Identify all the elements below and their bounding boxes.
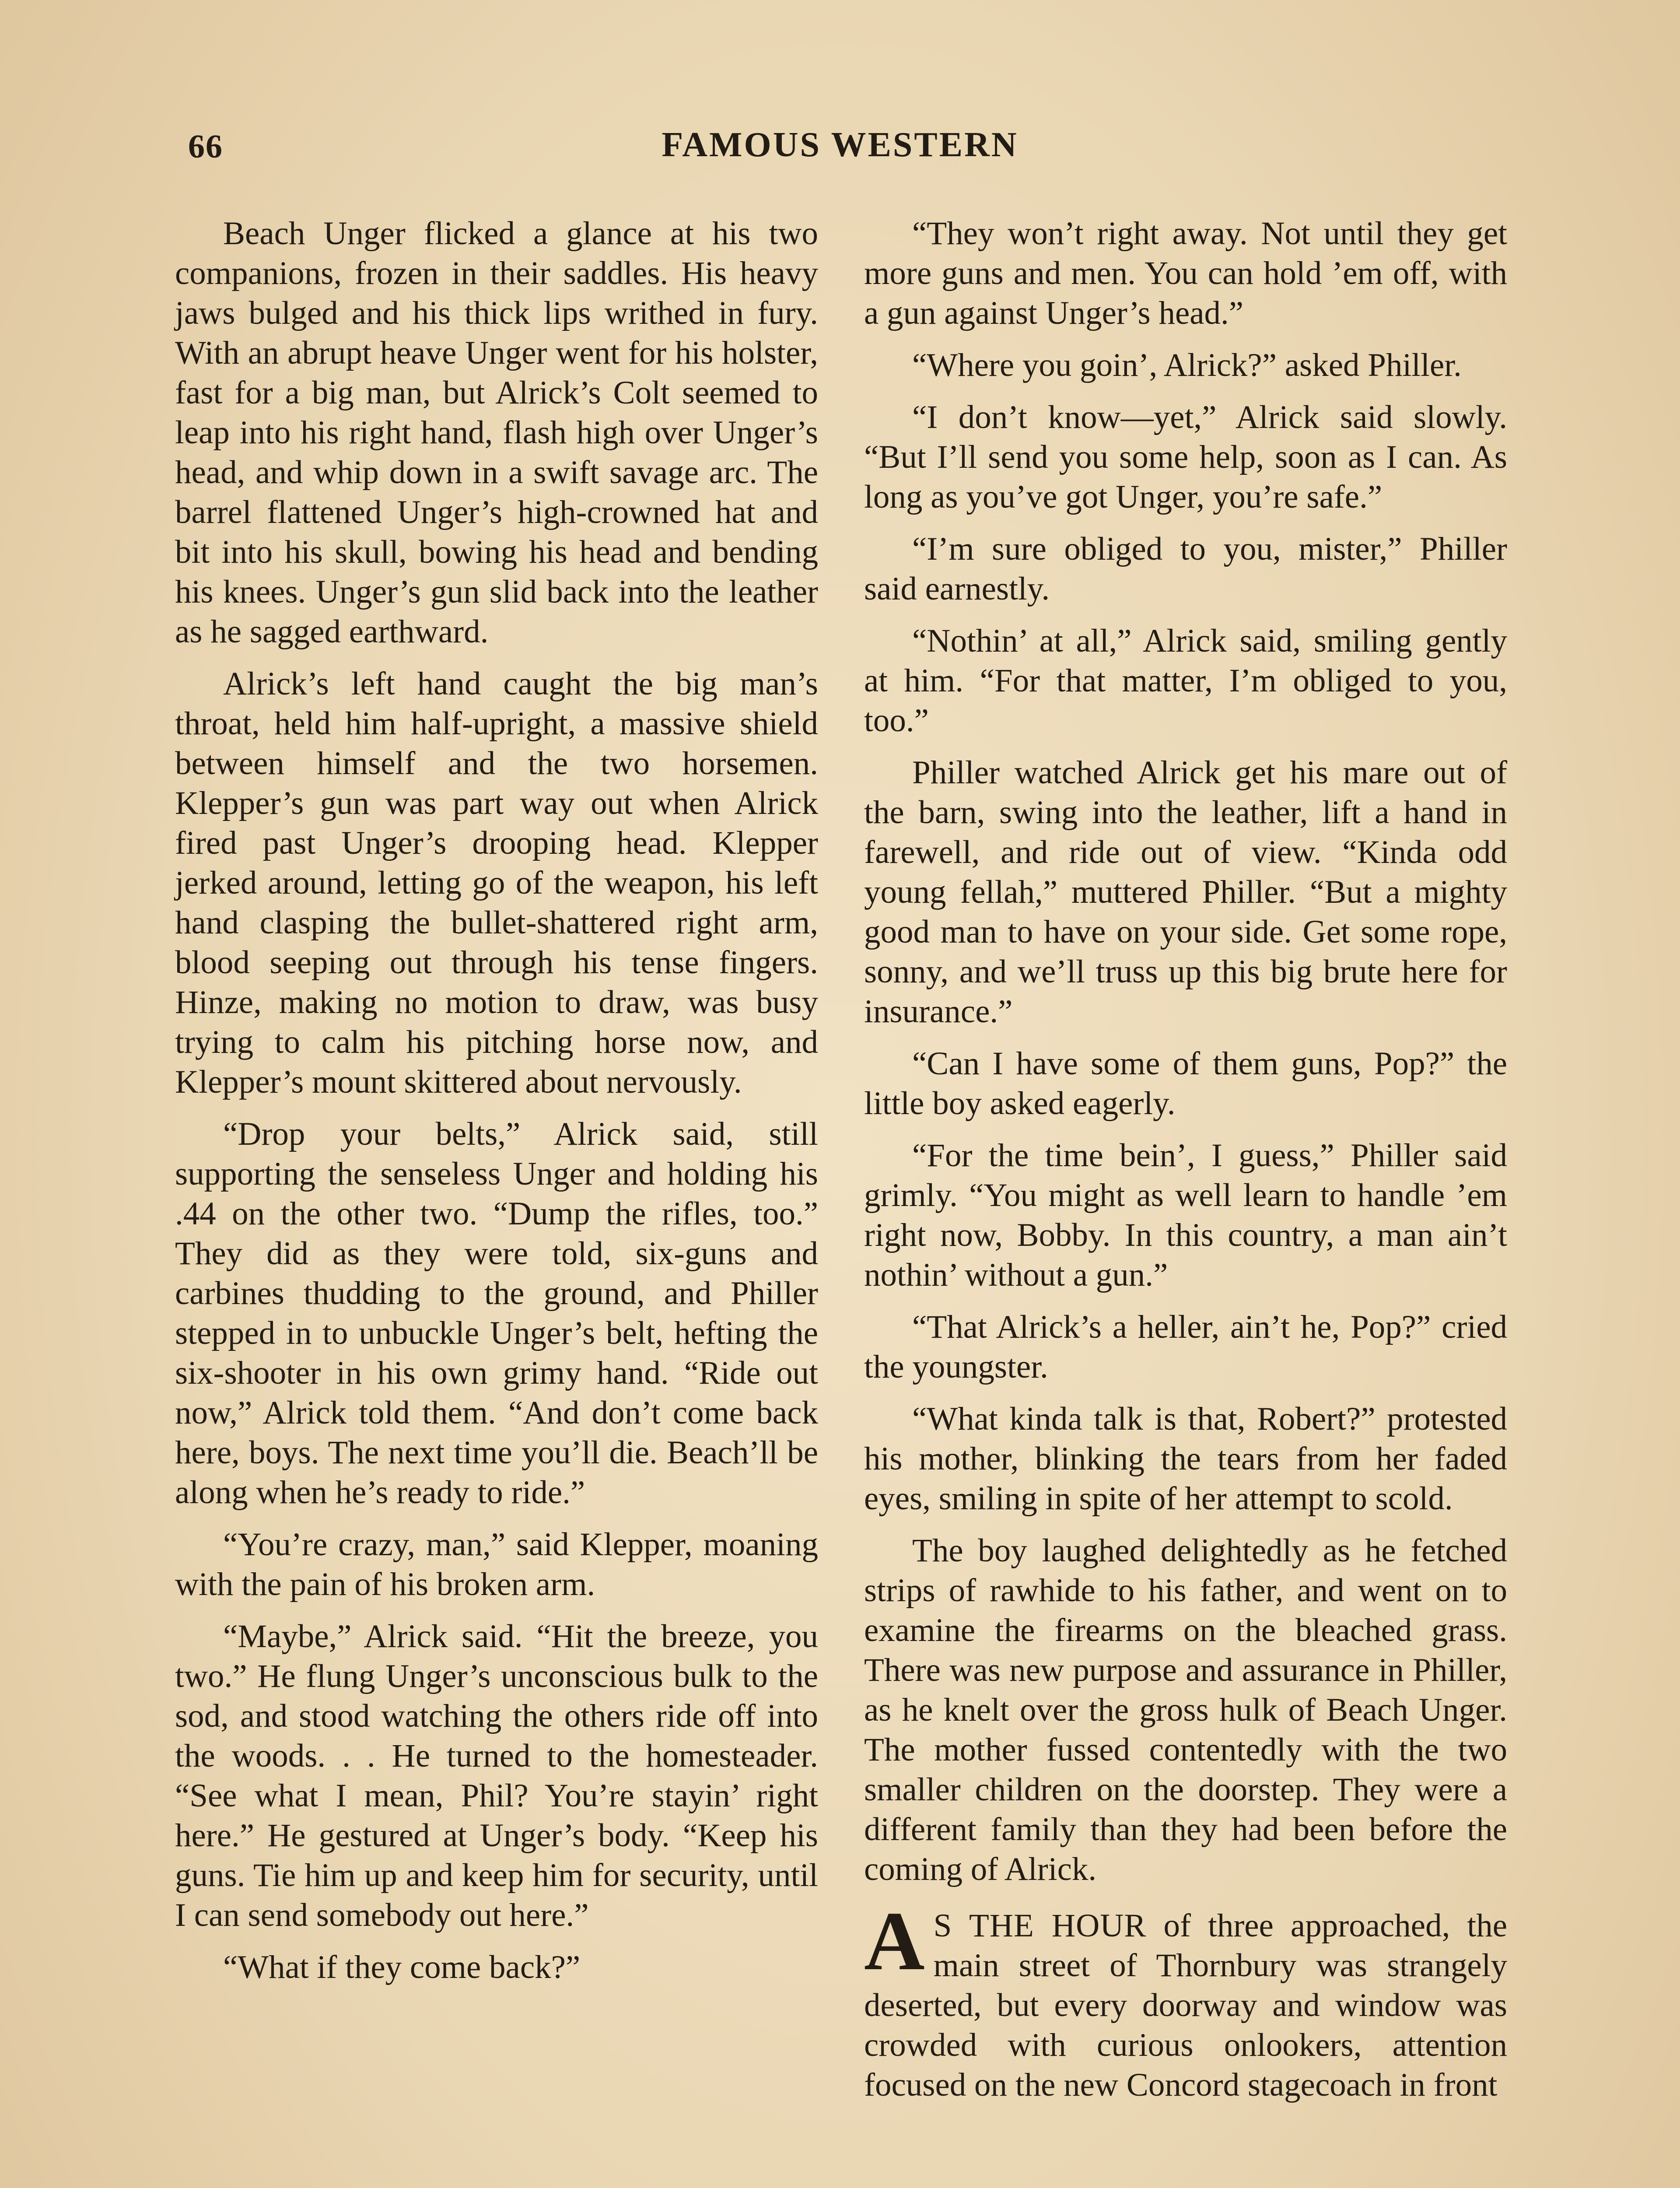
paragraph: “For the time bein’, I guess,” Philler said grimly. “You might as well learn to handle ’em right now, Bobby. In this country, a man ain’t nothin’ without a gun.” <box>864 1137 1507 1293</box>
paragraph: “What kinda talk is that, Robert?” protested his mother, blinking the tears from her faded eyes, smiling in spite of her attempt to scold. <box>864 1401 1507 1517</box>
paragraph: “I’m sure obliged to you, mister,” Philler said earnestly. <box>864 531 1507 607</box>
paragraph: “Nothin’ at all,” Alrick said, smiling gently at him. “For that matter, I’m obliged to you, too.” <box>864 623 1507 739</box>
left-column <box>175 214 818 1999</box>
drop-cap: A <box>864 1894 925 1988</box>
paragraph: Philler watched Alrick get his mare out of the barn, swing into the leather, lift a hand in farewell, and ride out of view. “Kinda odd young fellah,” muttered Philler. “But a mighty good man to have on your side. Get some rope, sonny, and we’ll truss up this big brute here for insurance.” <box>864 754 1507 1030</box>
paragraph: “You’re crazy, man,” said Klepper, moaning with the pain of his broken arm. <box>175 1526 818 1602</box>
lead-in: S THE HOUR <box>933 1907 1147 1944</box>
paragraph: “Maybe,” Alrick said. “Hit the breeze, you two.” He flung Unger’s unconscious bulk to the sod, and stood watching the others ride off into the woods. . . He turned to the homesteader. “See what I mean, Phil? You’re stayin’ right here.” He gestured at Unger’s body. “Keep his guns. Tie him up and keep him for security, until I can send somebody out here.” <box>175 1618 818 1933</box>
section-text: of three approached, the main street of Thornbury was strangely deserted, but every doorway and window was crowded with curious onlookers, attention focused on the new Concord stagecoach in front <box>864 1907 1507 2103</box>
page-number: 66 <box>188 128 223 165</box>
right-column <box>864 214 1507 2117</box>
section-start-paragraph <box>864 1894 1507 2105</box>
paragraph: “Where you goin’, Alrick?” asked Philler. <box>912 347 1462 383</box>
paragraph: “What if they come back?” <box>223 1949 581 1985</box>
paragraph: The boy laughed delightedly as he fetched strips of rawhide to his father, and went on to examine the firearms on the bleached grass. There was new purpose and assurance in Philler, as he knelt over the gross hulk of Beach Unger. The mother fussed contentedly with the two smaller children on the doorstep. They were a different family than they had been before the coming of Alrick. <box>864 1532 1507 1887</box>
running-head: FAMOUS WESTERN <box>662 126 1018 164</box>
paragraph: “They won’t right away. Not until they get more guns and men. You can hold ’em off, with a gun against Unger’s head.” <box>864 215 1507 331</box>
paragraph: “That Alrick’s a heller, ain’t he, Pop?” cried the youngster. <box>864 1309 1507 1385</box>
paragraph: “Can I have some of them guns, Pop?” the little boy asked eagerly. <box>864 1045 1507 1122</box>
paragraph: “Drop your belts,” Alrick said, still supporting the senseless Unger and holding his .44 on the other two. “Dump the rifles, too.” They did as they were told, six-guns and carbines thudding to the ground, and Philler stepped in to unbuckle Unger’s belt, hefting the six-shooter in his own grimy hand. “Ride out now,” Alrick told them. “And don’t come back here, boys. The next time you’ll die. Beach’ll be along when he’s ready to ride.” <box>175 1116 818 1511</box>
paragraph: Alrick’s left hand caught the big man’s throat, held him half-upright, a massive shield between himself and the two horsemen. Klepper’s gun was part way out when Alrick fired past Unger’s drooping head. Klepper jerked around, letting go of the weapon, his left hand clasping the bullet-shattered right arm, blood seeping out through his tense fingers. Hinze, making no motion to draw, was busy trying to calm his pitching horse now, and Klepper’s mount skittered about nervously. <box>175 666 818 1100</box>
paragraph: Beach Unger flicked a glance at his two companions, frozen in their saddles. His heavy jaws bulged and his thick lips writhed in fury. With an abrupt heave Unger went for his holster, fast for a big man, but Alrick’s Colt seemed to leap into his right hand, flash high over Unger’s head, and whip down in a swift savage arc. The barrel flattened Unger’s high-crowned hat and bit into his skull, bowing his head and bending his knees. Unger’s gun slid back into the leather as he sagged earthward. <box>175 215 818 650</box>
paragraph: “I don’t know—yet,” Alrick said slowly. “But I’ll send you some help, soon as I can. As long as you’ve got Unger, you’re safe.” <box>864 399 1507 515</box>
